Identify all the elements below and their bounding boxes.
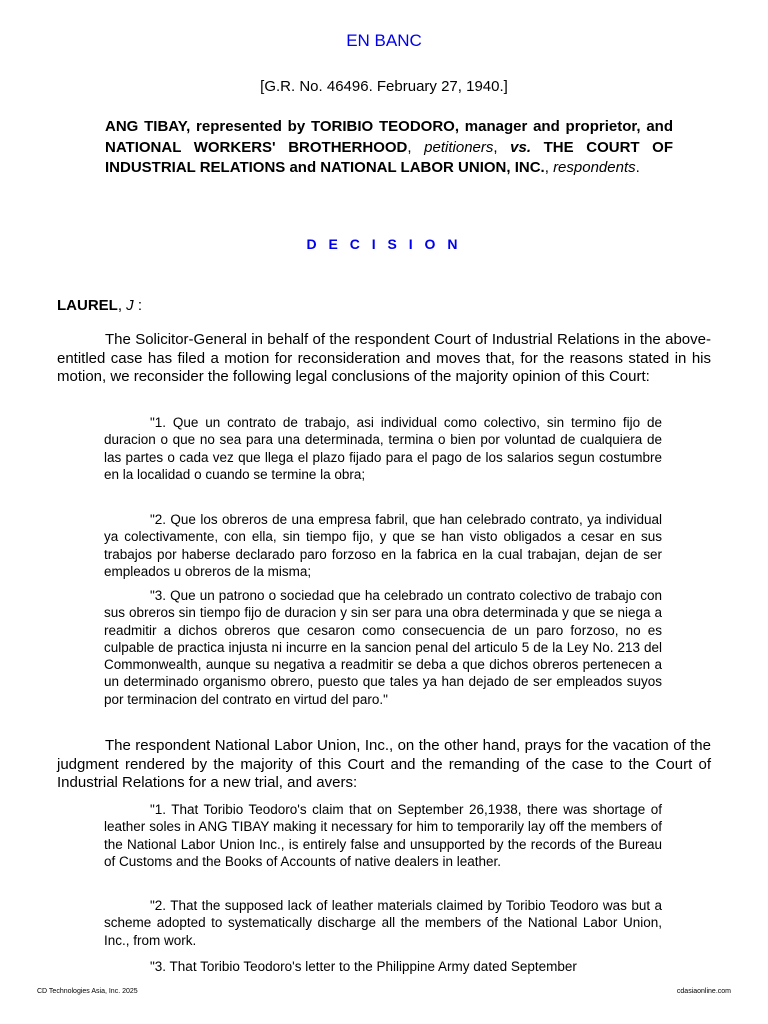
footer-site-link[interactable]: cdasiaonline.com xyxy=(676,988,731,995)
footer-copyright: CD Technologies Asia, Inc. 2025 xyxy=(37,988,138,995)
respondent-role: respondents xyxy=(553,159,636,176)
quote-2-item-3-text: "3. That Toribio Teodoro's letter to the Philippine Army dated September xyxy=(150,959,577,974)
versus-label: vs. xyxy=(510,138,532,156)
ponente-line: LAUREL, J : xyxy=(57,297,143,314)
decision-title: D E C I S I O N xyxy=(306,236,462,252)
paragraph-1-text: The Solicitor-General in behalf of the respondent Court of Industrial Relations in the above-entitled case has filed a motion for reconsideration and moves that, for the reasons stated in his motion, we reconsider the following legal conclusions of the majority opinion of this Court: xyxy=(57,331,711,385)
paragraph-2 xyxy=(57,737,711,793)
respondent-names: THE COURT OF INDUSTRIAL RELATIONS and NATIONAL LABOR UNION, INC. xyxy=(105,138,674,176)
ponente-suffix: J xyxy=(126,297,134,314)
petitioner-role: petitioners xyxy=(424,138,494,156)
quote-1-item-3 xyxy=(104,587,662,708)
quote-1-item-2-text: "2. Que los obreros de una empresa fabril, que han celebrado contrato, ya individual ya colectivamente, con ella, sin tiempo fijo, y que se han visto obligados a cesar en sus trabajos por haberse declarado paro forzoso en la fabrica en la cual trabajan, dejan de ser empleados u obreros de la misma; xyxy=(104,512,662,579)
petitioner-names: ANG TIBAY, represented by TORIBIO TEODORO, manager and proprietor, and NATIONAL WORKERS' BROTHERHOOD xyxy=(105,118,673,156)
quote-2-item-2 xyxy=(104,897,662,949)
paragraph-2-text: The respondent National Labor Union, Inc., on the other hand, prays for the vacation of the judgment rendered by the majority of this Court and the remanding of the case to the Court of Industrial Relations for a new trial, and avers: xyxy=(57,737,711,791)
case-parties: ANG TIBAY, represented by TORIBIO TEODORO, manager and proprietor, and NATIONAL WORKERS' BROTHERHOOD, petitioners, vs. THE COURT OF INDUSTRIAL RELATIONS and NATIONAL LABOR UNION, INC., respondents. xyxy=(105,118,674,176)
division-heading: EN BANC xyxy=(346,31,422,50)
quote-1-item-1 xyxy=(104,414,662,483)
paragraph-1 xyxy=(57,331,711,387)
quote-2-item-1-text: "1. That Toribio Teodoro's claim that on September 26,1938, there was shortage of leather soles in ANG TIBAY making it necessary for him to temporarily lay off the members of the National Labor Union Inc., is entirely false and unsupported by the records of the Bureau of Customs and the Books of Accounts of native dealers in leather. xyxy=(104,802,662,869)
ponente-name: LAUREL xyxy=(57,297,118,314)
quote-2-item-2-text: "2. That the supposed lack of leather materials claimed by Toribio Teodoro was but a scheme adopted to systematically discharge all the members of the National Labor Union, Inc., from work. xyxy=(104,898,662,948)
quote-1-item-1-text: "1. Que un contrato de trabajo, asi individual como colectivo, sin termino fijo de duracion o que no sea para una determinada, termina o bien por voluntad de cualquiera de las partes o cada vez que llega el plazo fijado para el pago de los salarios segun costumbre en la localidad o cuando se termine la obra; xyxy=(104,415,662,482)
quote-1-item-3-text: "3. Que un patrono o sociedad que ha celebrado un contrato colectivo de trabajo con sus obreros sin tiempo fijo de duracion y sin ser para una obra determinada y que se niega a readmitir a dichos obreros que cesaron como consecuencia de un paro forzoso, no es culpable de practica injusta ni incurre en la sancion penal del articulo 5 de la Ley No. 213 del Commonwealth, aunque su negativa a readmitir se deba a que dichos obreros pertenecen a un determinado organismo obrero, puesto que tales ya han dejado de ser empleados suyos por terminacion del contrato en virtud del paro." xyxy=(104,588,662,707)
quote-2-item-3 xyxy=(104,958,662,975)
quote-1-item-2 xyxy=(104,511,662,580)
case-number: [G.R. No. 46496. February 27, 1940.] xyxy=(260,78,508,95)
quote-2-item-1 xyxy=(104,801,662,870)
